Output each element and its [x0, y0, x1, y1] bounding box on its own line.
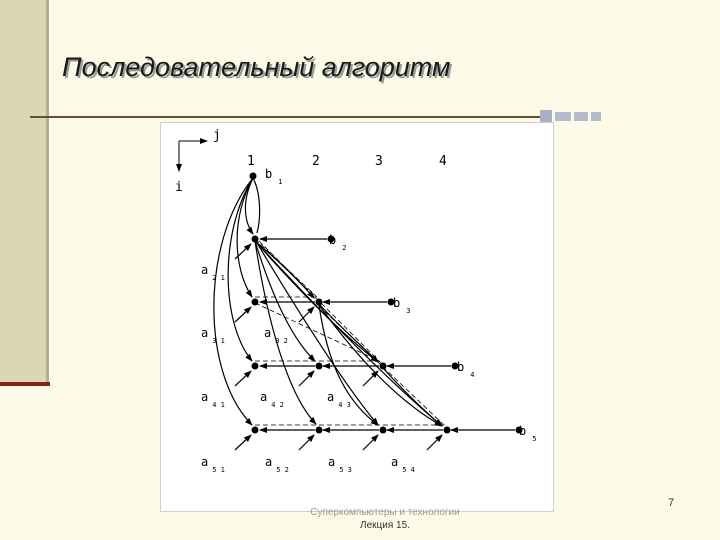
divider-decor-square	[591, 112, 601, 121]
a-label: $a_{5 3}$	[328, 455, 352, 474]
a-label: $a_{5 4}$	[391, 455, 415, 474]
a-label: $a_{5 2}$	[265, 455, 289, 474]
footer-course: Суперкомпьютеры и технологии	[310, 507, 460, 518]
a-input-arrow	[235, 435, 251, 450]
slide-title: Последовательный алгоритм	[62, 52, 451, 82]
curve-edge	[257, 243, 378, 425]
curve-edge	[253, 178, 260, 233]
footer-lecture: Лекция 15.	[360, 520, 410, 531]
algorithm-graph	[160, 122, 554, 512]
node	[316, 363, 323, 370]
axis-indicator	[175, 128, 221, 195]
node	[252, 427, 259, 434]
a-input-arrow	[299, 371, 314, 386]
b-label: $b_3$	[393, 296, 411, 315]
title-divider	[30, 116, 540, 118]
node	[444, 427, 451, 434]
left-decor-accent	[0, 382, 50, 386]
a-label: $a_{4 1}$	[201, 390, 225, 409]
a-input-arrow	[235, 307, 251, 322]
b-label: $b_2$	[329, 233, 347, 252]
node	[252, 299, 259, 306]
divider-decor-square	[574, 112, 588, 121]
divider-decor-square	[555, 112, 571, 121]
left-decor-bar	[0, 0, 49, 382]
node	[380, 427, 387, 434]
a-label: $a_{4 2}$	[260, 390, 284, 409]
a-input-arrow	[235, 371, 251, 386]
a-input-arrow	[299, 435, 314, 450]
a-label: $a_{3 1}$	[201, 326, 225, 345]
node	[316, 299, 323, 306]
node	[252, 363, 259, 370]
a-input-arrow	[363, 435, 378, 450]
slide-footer	[240, 506, 530, 532]
b-label: $b_4$	[457, 360, 475, 379]
page-number: 7	[668, 497, 675, 509]
node	[250, 173, 257, 180]
a-label: $a_{4 3}$	[327, 390, 351, 409]
node	[380, 363, 387, 370]
a-label: $a_{3 2}$	[264, 326, 288, 345]
a-label: $a_{5 1}$	[201, 455, 225, 474]
curve-edge	[319, 304, 378, 362]
column-label: 4	[439, 154, 447, 169]
a-input-arrow	[363, 371, 378, 386]
curve-edge	[214, 178, 253, 425]
column-label: 1	[247, 154, 255, 169]
column-label: 3	[375, 154, 383, 169]
curve-edge	[383, 368, 442, 426]
node	[316, 427, 323, 434]
node	[252, 236, 259, 243]
column-label: 2	[312, 154, 320, 169]
a-label: $a_{2 1}$	[201, 263, 225, 282]
axis-j-label: j	[213, 128, 221, 143]
axis-i-label: i	[175, 180, 183, 195]
b-label: $b_1$	[265, 167, 283, 186]
b-label: $b_5$	[519, 424, 537, 443]
curve-edge	[237, 178, 253, 297]
a-input-arrow	[427, 435, 442, 450]
